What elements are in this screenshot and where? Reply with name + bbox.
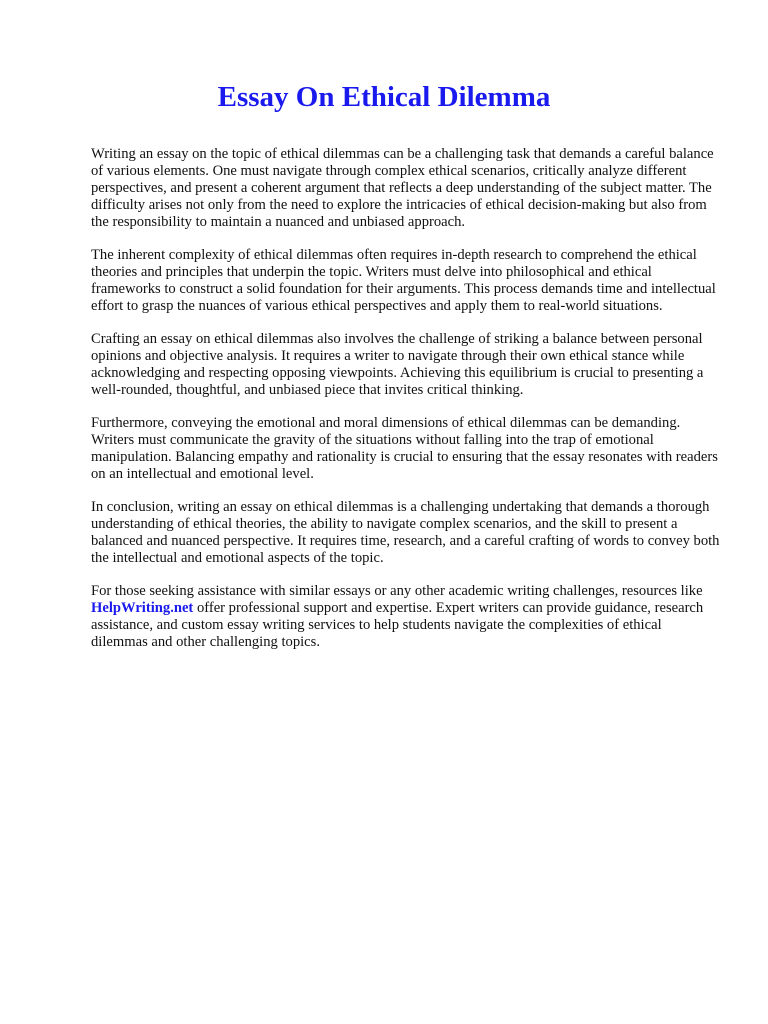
page-title: Essay On Ethical Dilemma [217,81,551,113]
helpwriting-link[interactable]: HelpWriting.net [91,600,194,616]
essay-body [91,146,721,667]
paragraph-2: The inherent complexity of ethical dilemmas often requires in-depth research to comprehend the ethical theories and principles that underpin the topic. Writers must delve into philosophical and ethical frameworks to construct a solid foundation for their arguments. This process demands time and intellectual effort to grasp the nuances of various ethical perspectives and apply them to real-world situations. [91,247,716,314]
paragraph-3: Crafting an essay on ethical dilemmas also involves the challenge of striking a balance between personal opinions and objective analysis. It requires a writer to navigate through their own ethical stance while acknowledging and respecting opposing viewpoints. Achieving this equilibrium is crucial to presenting a well-rounded, thoughtful, and unbiased piece that invites critical thinking. [91,331,704,398]
closing-text-before-link: For those seeking assistance with similar essays or any other academic writing challenges, resources like [91,583,703,599]
paragraph-5: In conclusion, writing an essay on ethical dilemmas is a challenging undertaking that demands a thorough understanding of ethical theories, the ability to navigate complex scenarios, and the skill to present a balanced and nuanced perspective. It requires time, research, and a careful crafting of words to convey both the intellectual and emotional aspects of the topic. [91,499,720,566]
paragraph-4: Furthermore, conveying the emotional and moral dimensions of ethical dilemmas can be demanding. Writers must communicate the gravity of the situations without falling into the trap of emotional manipulation. Balancing empathy and rationality is crucial to ensuring that the essay resonates with readers on an intellectual and emotional level. [91,415,718,482]
paragraph-1: Writing an essay on the topic of ethical dilemmas can be a challenging task that demands a careful balance of various elements. One must navigate through complex ethical scenarios, critically analyze different perspectives, and present a coherent argument that reflects a deep understanding of the subject matter. The difficulty arises not only from the need to explore the intricacies of ethical decision-making but also from the responsibility to maintain a nuanced and unbiased approach. [91,146,714,230]
closing-paragraph [91,583,721,651]
closing-text-after-link: offer professional support and expertise. Expert writers can provide guidance, research assistance, and custom essay writing services to help students navigate the complexities of ethical dilemmas and other challenging topics. [91,600,704,650]
